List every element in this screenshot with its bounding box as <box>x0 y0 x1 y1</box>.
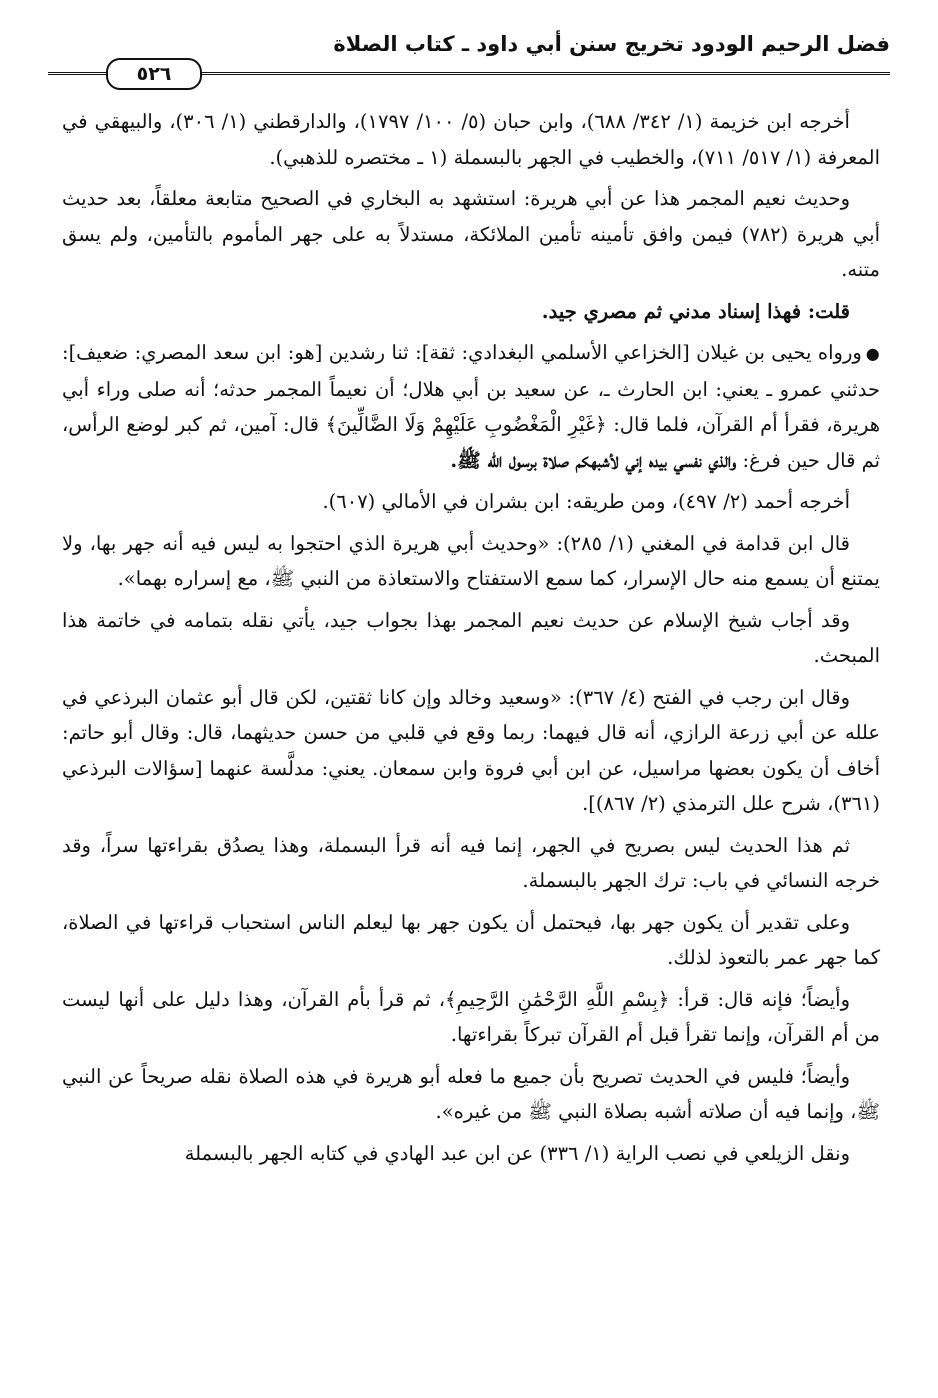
paragraph-ibn-rajab: وقال ابن رجب في الفتح (٤/ ٣٦٧): «وسعيد وخالد وإن كانا ثقتين، لكن قال أبو عثمان البرذعي في علله عن أبي زرعة الرازي، أنه قال فيهما: ربما وقع في قلبي من حسن حديثهما، قال: وقال أبو حاتم: أخاف أن يكون بعضها مراسيل، عن ابن أبي فروة وابن سمعان. يعني: مدلَّسة عنهما [سؤالات البرذعي (٣٦١)، شرح علل الترمذي (٢/ ٨٦٧)]. <box>62 685 880 815</box>
paragraph-qultu-verdict: قلت: فهذا إسناد مدني ثم مصري جيد. <box>541 299 850 323</box>
paragraph-basmalah: وأيضاً؛ فإنه قال: قرأ: ﴿بِسْمِ اللَّهِ الرَّحْمَٰنِ الرَّحِيمِ﴾، ثم قرأ بأم القرآن، وهذا دليل على أنها ليست من أم القرآن، وإنما تقرأ قبل أم القرآن تبركاً بقراءتها. <box>62 987 880 1046</box>
header-title: فضل الرحيم الودود تخريج سنن أبي داود ـ كتاب الصلاة <box>333 32 890 56</box>
paragraph-ibn-qudamah: قال ابن قدامة في المغني (١/ ٢٨٥): «وحديث أبي هريرة الذي احتجوا به ليس فيه أنه جهر بها، ولا يمتنع أن يسمع منه حال الإسرار، كما سمع الاستفتاح والاستعاذة من النبي ﷺ، مع إسراره بهما». <box>62 531 880 590</box>
paragraph-no-explicit-statement: وأيضاً؛ فليس في الحديث تصريح بأن جميع ما فعله أبو هريرة في هذه الصلاة نقله صريحاً عن النبي ﷺ، وإنما فيه أن صلاته أشبه بصلاة النبي ﷺ من غيره». <box>62 1064 880 1123</box>
paragraph-yahya-ibn-ghaylan <box>62 335 880 478</box>
page-number: ٥٢٦ <box>106 58 202 90</box>
running-header <box>48 28 890 85</box>
bullet-icon: ● <box>865 344 880 363</box>
narration-hadith-text: والذي نفسي بيده إني لأشبهكم صلاة برسول الله ﷺ. <box>450 448 737 472</box>
paragraph-shaykh-al-islam: وقد أجاب شيخ الإسلام عن حديث نعيم المجمر بهذا بجواب جيد، يأتي نقله بتمامه في خاتمة هذا المبحث. <box>62 608 880 667</box>
narration-text: ورواه يحيى بن غيلان [الخزاعي الأسلمي البغدادي: ثقة]: ثنا رشدين [هو: ابن سعد المصري: ضعيف]: حدثني عمرو ـ يعني: ابن الحارث ـ، عن سعيد بن أبي هلال؛ أن نعيماً المجمر حدثه؛ أنه صلى وراء أبي هريرة، فقرأ أم القرآن، فلما قال: ﴿غَيْرِ الْمَغْضُوبِ عَلَيْهِمْ وَلَا الضَّالِّينَ﴾ قال: آمين، ثم كبر لوضع الرأس، ثم قال حين فرغ: <box>62 341 880 472</box>
paragraph-not-explicit: ثم هذا الحديث ليس بصريح في الجهر، إنما فيه أنه قرأ البسملة، وهذا يصدُق بقراءتها سراً، وقد خرجه النسائي في باب: ترك الجهر بالبسملة. <box>62 833 880 892</box>
paragraph-takhrij-ibn-khuzaymah: أخرجه ابن خزيمة (١/ ٣٤٢/ ٦٨٨)، وابن حبان (٥/ ١٠٠/ ١٧٩٧)، والدارقطني (١/ ٣٠٦)، والبيهقي في المعرفة (١/ ٥١٧/ ٧١١)، والخطيب في الجهر بالبسملة (١ ـ مختصره للذهبي). <box>62 110 880 169</box>
paragraph-zaylai: ونقل الزيلعي في نصب الراية (١/ ٣٣٦) عن ابن عبد الهادي في كتابه الجهر بالبسملة <box>184 1141 850 1165</box>
paragraph-takhrij-ahmad: أخرجه أحمد (٢/ ٤٩٧)، ومن طريقه: ابن بشران في الأمالي (٦٠٧). <box>322 490 850 513</box>
paragraph-nuaym-al-mujmir: وحديث نعيم المجمر هذا عن أبي هريرة: استشهد به البخاري في الصحيح متابعة معلقاً، بعد حديث أبي هريرة (٧٨٢) فيمن وافق تأمينه تأمين الملائكة، مستدلاً به على جهر المأموم بالتأمين، ولم يسق متنه. <box>62 187 880 281</box>
body-text <box>62 104 880 1177</box>
paragraph-assumption: وعلى تقدير أن يكون جهر بها، فيحتمل أن يكون جهر بها ليعلم الناس استحباب قراءتها في الصلاة، كما جهر عمر بالتعوذ لذلك. <box>62 910 880 969</box>
